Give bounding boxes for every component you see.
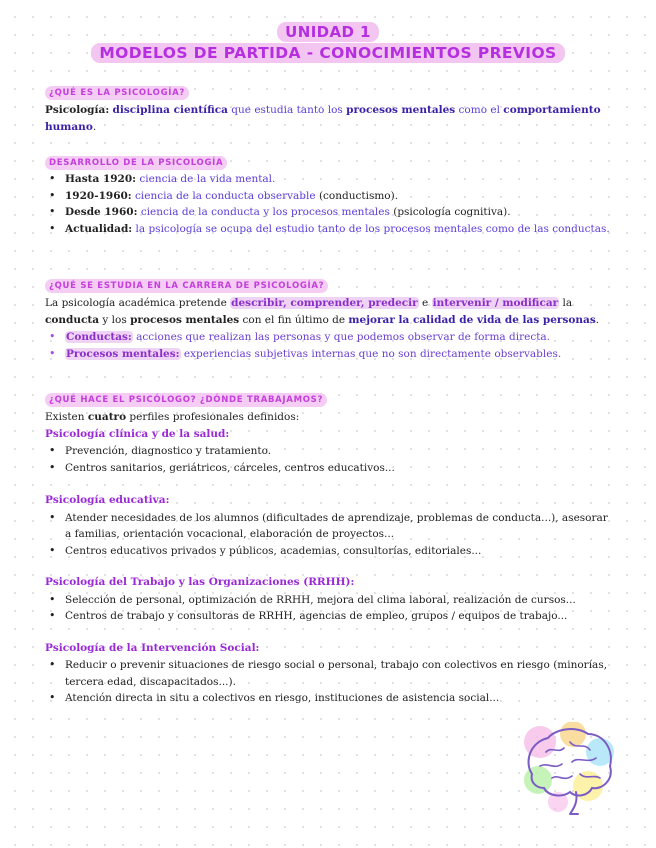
profile-title: Psicología de la Intervención Social: bbox=[45, 641, 260, 654]
list-item: • Conductas: acciones que realizan las personas y que podemos observar de forma directa. bbox=[49, 330, 551, 343]
profile-list bbox=[45, 443, 615, 476]
list-item: • 1920-1960: ciencia de la conducta observable (conductismo). bbox=[49, 188, 399, 202]
profile-list bbox=[45, 657, 615, 707]
definition-text: que estudia tanto los bbox=[227, 104, 347, 116]
title-line-1: UNIDAD 1 bbox=[277, 22, 379, 42]
profile-title: Psicología clínica y de la salud: bbox=[45, 427, 230, 440]
list-item: • Atender necesidades de los alumnos (dificultades de aprendizaje, problemas de conducta...), asesorar a familias, orientación vocacional, elaboración de proyectos... bbox=[49, 510, 608, 540]
list-item: • Atención directa in situ a colectivos en riesgo, instituciones de asistencia social... bbox=[49, 691, 500, 704]
profiles-intro: Existen cuatro perfiles profesionales definidos: bbox=[45, 411, 300, 423]
list-item: • Centros de trabajo y consultoras de RRHH, agencias de empleo, grupos / equipos de trabajo... bbox=[49, 609, 568, 622]
definition-text: como el bbox=[455, 104, 504, 116]
list-item: • Desde 1960: ciencia de la conducta y los procesos mentales (psicología cognitiva). bbox=[49, 205, 511, 218]
list-item: • Reducir o prevenir situaciones de riesgo social o personal, trabajo con colectivos en riesgo (minorías, tercera edad, discapacitados...). bbox=[49, 658, 608, 688]
definition-term: procesos mentales bbox=[346, 104, 456, 116]
brain-icon bbox=[518, 722, 618, 818]
history-list bbox=[45, 171, 615, 237]
definition-paragraph bbox=[45, 102, 615, 135]
profile-list bbox=[45, 592, 615, 625]
section-psicologo bbox=[45, 387, 615, 707]
definition-term: disciplina científica bbox=[112, 104, 228, 116]
profile-title: Psicología del Trabajo y las Organizaciones (RRHH): bbox=[45, 576, 355, 588]
section-desarrollo bbox=[45, 150, 615, 237]
section-heading: ¿QUÉ SE ESTUDIA EN LA CARRERA DE PSICOLOGÍA? bbox=[45, 279, 328, 293]
definition-label: Psicología: bbox=[45, 104, 110, 116]
profile-list bbox=[45, 510, 615, 560]
list-item: • Hasta 1920: ciencia de la vida mental. bbox=[49, 172, 276, 185]
section-carrera bbox=[45, 273, 615, 362]
section-heading: DESARROLLO DE LA PSICOLOGÍA bbox=[45, 156, 227, 170]
definition-term: comportamiento humano bbox=[45, 104, 601, 133]
section-que-es bbox=[45, 80, 615, 135]
list-item: • Prevención, diagnostico y tratamiento. bbox=[49, 444, 272, 457]
section-heading: ¿QUÉ HACE EL PSICÓLOGO? ¿DÓNDE TRABAJAMOS? bbox=[45, 393, 327, 407]
page-title bbox=[0, 22, 656, 63]
section-heading: ¿QUÉ ES LA PSICOLOGÍA? bbox=[45, 86, 189, 100]
concepts-list bbox=[45, 329, 615, 362]
list-item: • Centros educativos privados y públicos, academias, consultorías, editoriales... bbox=[49, 543, 482, 557]
carrera-paragraph: La psicología académica pretende describir, comprender, predecir e intervenir / modificar la conducta y los procesos mentales con el fin último de mejorar la calidad de vida de las personas. bbox=[45, 297, 600, 326]
list-item: • Procesos mentales: experiencias subjetivas internas que no son directamente observables. bbox=[49, 346, 562, 360]
profile-title: Psicología educativa: bbox=[45, 494, 170, 506]
list-item: • Actualidad: la psicología se ocupa del estudio tanto de los procesos mentales como de las conductas. bbox=[49, 221, 610, 235]
list-item: • Centros sanitarios, geriátricos, cárceles, centros educativos... bbox=[49, 460, 395, 474]
list-item: • Selección de personal, optimización de RRHH, mejora del clima laboral, realización de cursos... bbox=[49, 592, 576, 606]
title-line-2: MODELOS DE PARTIDA - CONOCIMIENTOS PREVIOS bbox=[91, 43, 564, 63]
definition-end: . bbox=[92, 120, 97, 133]
